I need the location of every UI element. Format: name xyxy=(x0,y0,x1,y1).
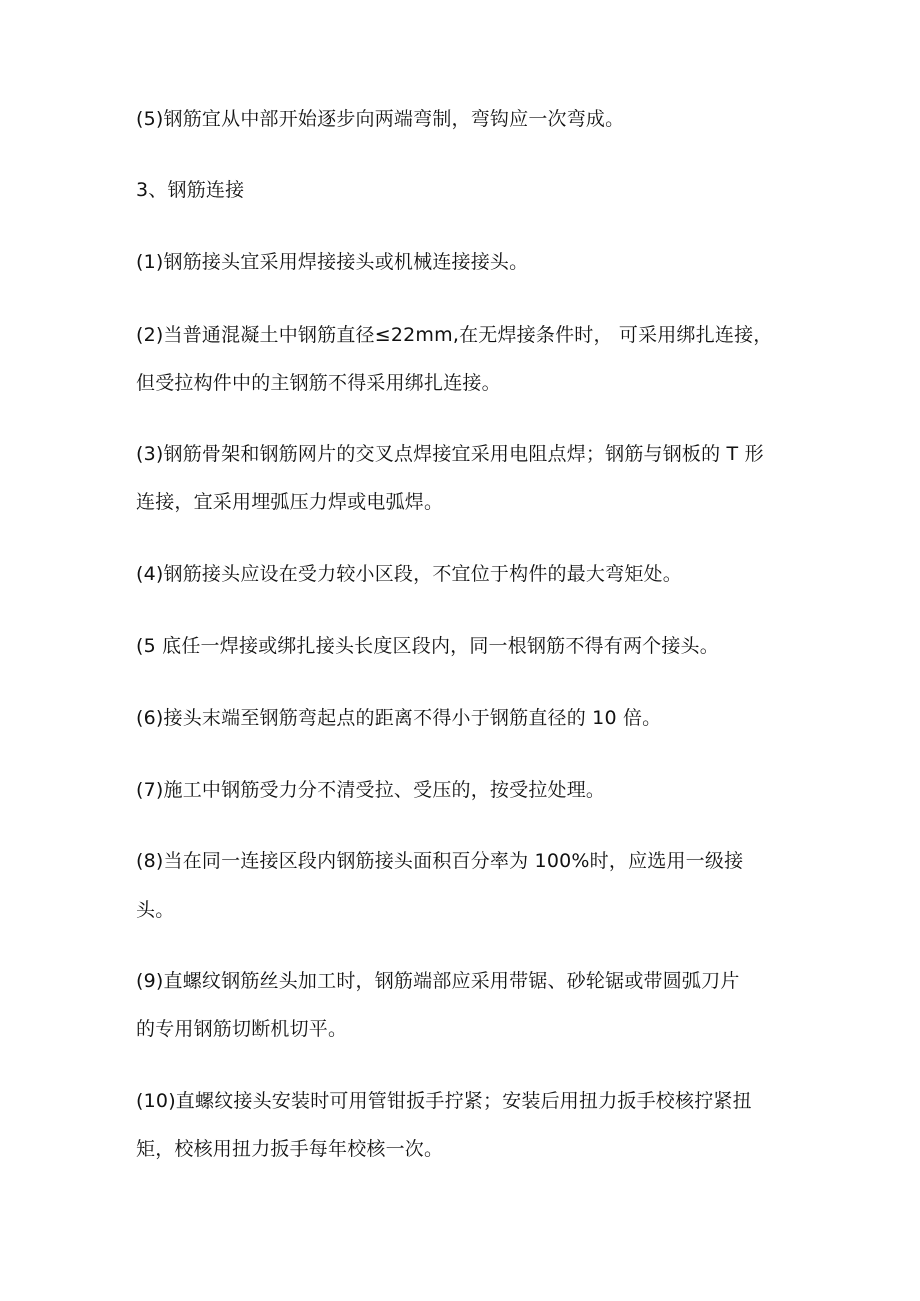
paragraph-7-tension-treatment: (7)施工中钢筋受力分不清受拉、受压的，按受拉处理。 xyxy=(136,779,606,801)
paragraph-5-single-joint: (5 底任一焊接或绑扎接头长度区段内，同一根钢筋不得有两个接头。 xyxy=(136,635,719,657)
paragraph-10-line-1: (10)直螺纹接头安装时可用管钳扳手拧紧；安装后用扭力扳手校核拧紧扭 xyxy=(136,1090,752,1112)
paragraph-8-line-2: 头。 xyxy=(136,899,175,921)
paragraph-2-line-1: (2)当普通混凝土中钢筋直径≤22mm,在无焊接条件时， 可采用绑扎连接， xyxy=(136,324,773,346)
paragraph-8-line-1: (8)当在同一连接区段内钢筋接头面积百分率为 100%时，应选用一级接 xyxy=(136,850,744,872)
paragraph-1-joint-type: (1)钢筋接头宜采用焊接接头或机械连接接头。 xyxy=(136,251,529,273)
paragraph-10-line-2: 矩，校核用扭力扳手每年校核一次。 xyxy=(136,1138,444,1160)
paragraph-9-line-2: 的专用钢筋切断机切平。 xyxy=(136,1018,348,1040)
paragraph-3-line-1: (3)钢筋骨架和钢筋网片的交叉点焊接宜采用电阻点焊；钢筋与钢板的 T 形 xyxy=(136,443,764,465)
paragraph-4-joint-location: (4)钢筋接头应设在受力较小区段，不宜位于构件的最大弯矩处。 xyxy=(136,563,682,585)
paragraph-2-line-2: 但受拉构件中的主钢筋不得采用绑扎连接。 xyxy=(136,372,501,394)
section-heading-rebar-connection: 3、钢筋连接 xyxy=(136,179,245,201)
paragraph-9-line-1: (9)直螺纹钢筋丝头加工时，钢筋端部应采用带锯、砂轮锯或带圆弧刀片 xyxy=(136,970,740,992)
paragraph-6-joint-distance: (6)接头末端至钢筋弯起点的距离不得小于钢筋直径的 10 倍。 xyxy=(136,707,662,729)
paragraph-5-bending: (5)钢筋宜从中部开始逐步向两端弯制，弯钩应一次弯成。 xyxy=(136,108,625,130)
paragraph-3-line-2: 连接，宜采用埋弧压力焊或电弧焊。 xyxy=(136,491,444,513)
